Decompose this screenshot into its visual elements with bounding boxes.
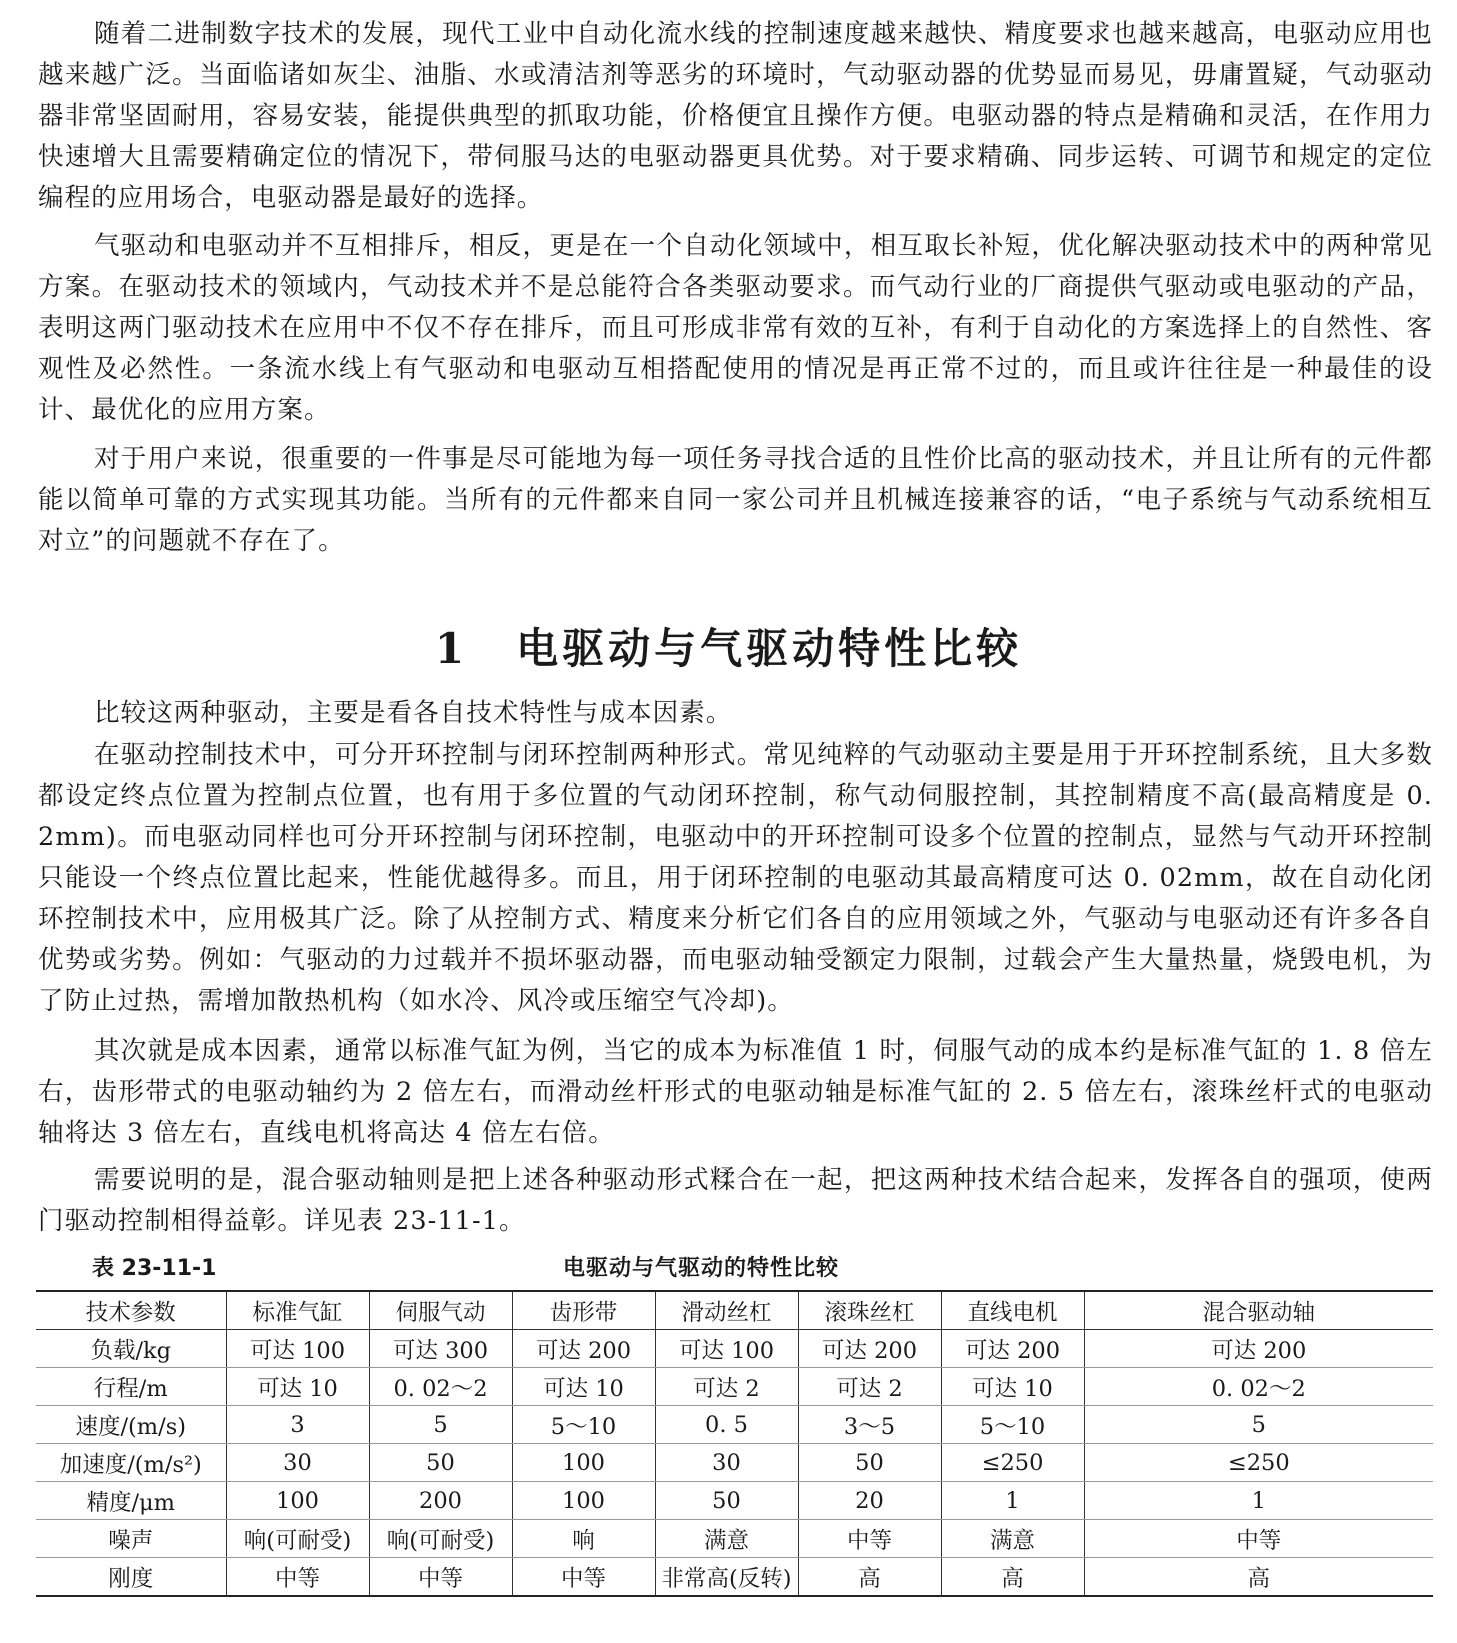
section-heading xyxy=(0,621,1457,677)
table-cell: 50 xyxy=(798,1444,941,1482)
table-cell: 速度/(m/s) xyxy=(36,1406,226,1444)
table-cell: 50 xyxy=(369,1444,512,1482)
table-cell: 100 xyxy=(512,1482,655,1520)
table-cell: 0. 02～2 xyxy=(369,1368,512,1406)
table-cell: 加速度/(m/s²) xyxy=(36,1444,226,1482)
table-header-cell: 滑动丝杠 xyxy=(655,1291,798,1330)
table-cell: 可达 100 xyxy=(226,1330,369,1368)
table-cell: 行程/m xyxy=(36,1368,226,1406)
intro-paragraph-2: 气驱动和电驱动并不互相排斥，相反，更是在一个自动化领域中，相互取长补短，优化解决驱动技术中的两种常见方案。在驱动技术的领域内，气动技术并不是总能符合各类驱动要求。而气动行业的厂商提供气驱动或电驱动的产品，表明这两门驱动技术在应用中不仅不存在排斥，而且可形成非常有效的互补，有利于自动化的方案选择上的自然性、客观性及必然性。一条流水线上有气驱动和电驱动互相搭配使用的情况是再正常不过的，而且或许往往是一种最佳的设计、最优化的应用方案。 xyxy=(38,231,1433,425)
table-cell: 20 xyxy=(798,1482,941,1520)
table-cell: 5～10 xyxy=(512,1406,655,1444)
table-cell: 0. 02～2 xyxy=(1084,1368,1433,1406)
table-cell: 非常高(反转) xyxy=(655,1558,798,1597)
section-paragraph-1: 比较这两种驱动，主要是看各自技术特性与成本因素。 xyxy=(94,698,733,728)
table-header-cell: 直线电机 xyxy=(941,1291,1084,1330)
table-cell: 高 xyxy=(1084,1558,1433,1597)
table-cell: 中等 xyxy=(512,1558,655,1597)
table-row xyxy=(36,1330,1433,1368)
intro-paragraph-1: 随着二进制数字技术的发展，现代工业中自动化流水线的控制速度越来越快、精度要求也越来越高，电驱动应用也越来越广泛。当面临诸如灰尘、油脂、水或清洁剂等恶劣的环境时，气动驱动器的优势显而易见，毋庸置疑，气动驱动器非常坚固耐用，容易安装，能提供典型的抓取功能，价格便宜且操作方便。电驱动器的特点是精确和灵活，在作用力快速增大且需要精确定位的情况下，带伺服马达的电驱动器更具优势。对于要求精确、同步运转、可调节和规定的定位编程的应用场合，电驱动器是最好的选择。 xyxy=(38,19,1433,213)
table-header-cell: 技术参数 xyxy=(36,1291,226,1330)
table-cell: 噪声 xyxy=(36,1520,226,1558)
table-cell: 0. 5 xyxy=(655,1406,798,1444)
table-cell: 3 xyxy=(226,1406,369,1444)
section-paragraph-4: 需要说明的是，混合驱动轴则是把上述各种驱动形式糅合在一起，把这两种技术结合起来，发挥各自的强项，使两门驱动控制相得益彰。详见表 23-11-1。 xyxy=(38,1165,1433,1236)
table-cell: 满意 xyxy=(655,1520,798,1558)
table-cell: 可达 100 xyxy=(655,1330,798,1368)
table-cell: 3～5 xyxy=(798,1406,941,1444)
table-cell: 负载/kg xyxy=(36,1330,226,1368)
table-cell: 可达 2 xyxy=(655,1368,798,1406)
table-cell: 高 xyxy=(798,1558,941,1597)
table-cell: 5 xyxy=(369,1406,512,1444)
section-number: 1 xyxy=(434,624,469,673)
table-cell: 30 xyxy=(655,1444,798,1482)
table-cell: 响 xyxy=(512,1520,655,1558)
table-cell: 可达 10 xyxy=(941,1368,1084,1406)
table-header-cell: 滚珠丝杠 xyxy=(798,1291,941,1330)
table-row xyxy=(36,1520,1433,1558)
table-cell: 30 xyxy=(226,1444,369,1482)
table-cell: ≤250 xyxy=(941,1444,1084,1482)
table-cell: 高 xyxy=(941,1558,1084,1597)
section-paragraph-3: 其次就是成本因素，通常以标准气缸为例，当它的成本为标准值 1 时，伺服气动的成本约是标准气缸的 1. 8 倍左右，齿形带式的电驱动轴约为 2 倍左右，而滑动丝杆形式的电驱动轴是标准气缸的 2. 5 倍左右，滚珠丝杆式的电驱动轴将达 3 倍左右，直线电机将高达 4 倍左右倍。 xyxy=(38,1036,1433,1148)
table-cell: 可达 200 xyxy=(798,1330,941,1368)
table-title: 电驱动与气驱动的特性比较 xyxy=(563,1256,840,1281)
table-cell: 响(可耐受) xyxy=(369,1520,512,1558)
table-row xyxy=(36,1444,1433,1482)
intro-paragraph-3: 对于用户来说，很重要的一件事是尽可能地为每一项任务寻找合适的且性价比高的驱动技术，并且让所有的元件都能以简单可靠的方式实现其功能。当所有的元件都来自同一家公司并且机械连接兼容的话，“电子系统与气动系统相互对立”的问题就不存在了。 xyxy=(38,444,1433,556)
table-cell: 中等 xyxy=(226,1558,369,1597)
section-paragraph-2: 在驱动控制技术中，可分开环控制与闭环控制两种形式。常见纯粹的气动驱动主要是用于开环控制系统，且大多数都设定终点位置为控制点位置，也有用于多位置的气动闭环控制，称气动伺服控制，其控制精度不高(最高精度是 0. 2mm)。而电驱动同样也可分开环控制与闭环控制，电驱动中的开环控制可设多个位置的控制点，显然与气动开环控制只能设一个终点位置比起来，性能优越得多。而且，用于闭环控制的电驱动其最高精度可达 0. 02mm，故在自动化闭环控制技术中，应用极其广泛。除了从控制方式、精度来分析它们各自的应用领域之外，气驱动与电驱动还有许多各自优势或劣势。例如：气驱动的力过载并不损坏驱动器，而电驱动轴受额定力限制，过载会产生大量热量，烧毁电机，为了防止过热，需增加散热机构（如水冷、风冷或压缩空气冷却)。 xyxy=(38,740,1433,1016)
table-cell: 可达 200 xyxy=(1084,1330,1433,1368)
table-cell: 5～10 xyxy=(941,1406,1084,1444)
table-cell: 50 xyxy=(655,1482,798,1520)
table-cell: ≤250 xyxy=(1084,1444,1433,1482)
table-row xyxy=(36,1558,1433,1597)
table-header-row xyxy=(36,1291,1433,1330)
table-cell: 中等 xyxy=(1084,1520,1433,1558)
table-header-cell: 伺服气动 xyxy=(369,1291,512,1330)
table-cell: 200 xyxy=(369,1482,512,1520)
table-cell: 1 xyxy=(941,1482,1084,1520)
table-cell: 可达 10 xyxy=(226,1368,369,1406)
table-cell: 100 xyxy=(226,1482,369,1520)
table-cell: 中等 xyxy=(798,1520,941,1558)
table-row xyxy=(36,1406,1433,1444)
table-cell: 可达 2 xyxy=(798,1368,941,1406)
table-header-cell: 齿形带 xyxy=(512,1291,655,1330)
table-cell: 精度/μm xyxy=(36,1482,226,1520)
table-cell: 满意 xyxy=(941,1520,1084,1558)
table-cell: 可达 200 xyxy=(941,1330,1084,1368)
table-row xyxy=(36,1482,1433,1520)
table-header-cell: 标准气缸 xyxy=(226,1291,369,1330)
table-cell: 1 xyxy=(1084,1482,1433,1520)
table-header-cell: 混合驱动轴 xyxy=(1084,1291,1433,1330)
table-cell: 5 xyxy=(1084,1406,1433,1444)
table-cell: 可达 10 xyxy=(512,1368,655,1406)
table-cell: 100 xyxy=(512,1444,655,1482)
comparison-table xyxy=(36,1290,1433,1597)
table-number: 表 23-11-1 xyxy=(92,1256,217,1281)
table-cell: 刚度 xyxy=(36,1558,226,1597)
table-row xyxy=(36,1368,1433,1406)
table-cell: 可达 200 xyxy=(512,1330,655,1368)
table-cell: 中等 xyxy=(369,1558,512,1597)
section-title: 电驱动与气驱动特性比较 xyxy=(516,624,1023,673)
table-cell: 响(可耐受) xyxy=(226,1520,369,1558)
table-cell: 可达 300 xyxy=(369,1330,512,1368)
